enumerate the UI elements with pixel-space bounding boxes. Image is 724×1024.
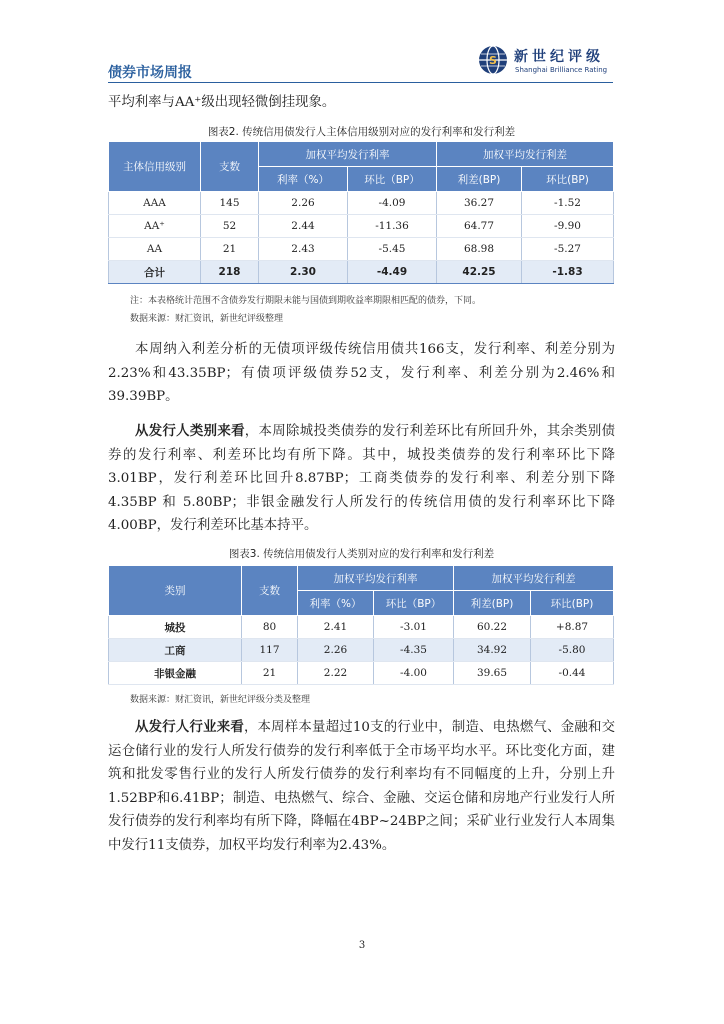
table2-header-rate: 利率（%）: [259, 167, 348, 192]
cell-rate-change: -4.00: [374, 662, 454, 685]
paragraph-body: ，本周样本量超过10支的行业中，制造、电热燃气、金融和交运仓储行业的发行人所发行债券的发行利率低于全市场平均水平。环比变化方面，建筑和批发零售行业的发行人所发行债券的发行利率均有不同幅度的上升，分别上升1.52BP和6.41BP；制造、电热燃气、综合、金融、交运仓储和房地产行业发行人所发行债券的发行利率均有所下降，降幅在4BP~24BP之间；采矿业行业发行人本周集中发行11支债券，加权平均发行利率为2.43%。: [108, 720, 615, 853]
table2-header-count: 支数: [201, 142, 259, 192]
cell-type: 非银金融: [109, 662, 242, 685]
logo-chinese-name: 新世纪评级: [514, 49, 604, 65]
cell-spread: 68.98: [437, 238, 522, 261]
cell-count: 117: [242, 639, 298, 662]
brand-logo: [478, 44, 613, 78]
table2-caption: 图表2. 传统信用债发行人主体信用级别对应的发行利率和发行利差: [207, 126, 516, 138]
cell-spread: 39.65: [454, 662, 531, 685]
table3-header-rate-group: 加权平均发行利率: [298, 566, 454, 591]
table2-rating-spread: [108, 141, 614, 284]
cell-count: 145: [201, 192, 259, 215]
paragraph-body: ，本周除城投类债券的发行利差环比有所回升外，其余类别债券的发行利率、利差环比均有所下降。其中，城投类债券的发行利率环比下降3.01BP，发行利差环比回升8.87BP；工商类债券的发行利率、利差分别下降4.35BP 和 5.80BP；非银金融发行人所发行的传统信用债的发行利率环比下降4.00BP，发行利差环比基本持平。: [108, 424, 616, 533]
cell-rate: 2.30: [259, 261, 348, 284]
paragraph-issuer-category: [108, 420, 615, 538]
cell-rate: 2.43: [259, 238, 348, 261]
table2-header-rate-group: 加权平均发行利率: [259, 142, 437, 167]
cell-rate: 2.22: [298, 662, 374, 685]
table3-category-spread: [108, 565, 614, 685]
cell-spread-change: -9.90: [522, 215, 614, 238]
cell-spread-change: -1.52: [522, 192, 614, 215]
cell-rate-change: -4.35: [374, 639, 454, 662]
table-total-row: [109, 261, 614, 284]
table3-header-type: 类别: [109, 566, 242, 616]
table2-header-spread: 利差(BP): [437, 167, 522, 192]
cell-count: 52: [201, 215, 259, 238]
table2-header-rate-change: 环比（BP）: [348, 167, 437, 192]
cell-rate-change: -11.36: [348, 215, 437, 238]
table-row: [109, 662, 614, 685]
cell-rating: AA: [109, 238, 201, 261]
cell-spread-change: -1.83: [522, 261, 614, 284]
table3-header-spread: 利差(BP): [454, 591, 531, 616]
cell-spread-change: +8.87: [531, 616, 614, 639]
cell-type: 工商: [109, 639, 242, 662]
table3-header-count: 支数: [242, 566, 298, 616]
page-header: [108, 40, 613, 84]
cell-rating: 合计: [109, 261, 201, 284]
paragraph-lead-bold: 从发行人行业来看: [135, 720, 244, 735]
cell-rating: AAA: [109, 192, 201, 215]
table-row: [109, 192, 614, 215]
report-title: 债券市场周报: [108, 65, 192, 81]
table-row: [109, 616, 614, 639]
cell-spread: 60.22: [454, 616, 531, 639]
svg-text:S: S: [489, 54, 497, 67]
paragraph-lead-bold: 从发行人类别来看: [135, 424, 245, 439]
table3-header-rate: 利率（%）: [298, 591, 374, 616]
cell-rate-change: -3.01: [374, 616, 454, 639]
cell-spread: 42.25: [437, 261, 522, 284]
page-number: 3: [358, 940, 366, 951]
cell-spread: 34.92: [454, 639, 531, 662]
cell-rate: 2.44: [259, 215, 348, 238]
cell-spread: 64.77: [437, 215, 522, 238]
cell-type: 城投: [109, 616, 242, 639]
cell-count: 21: [201, 238, 259, 261]
cell-spread-change: -0.44: [531, 662, 614, 685]
globe-logo-icon: [478, 45, 508, 75]
table2-note: 注：本表格统计范围不含债券发行期限未能与国债到期收益率期限相匹配的债券，下同。: [130, 296, 482, 306]
table2-header-spread-change: 环比(BP): [522, 167, 614, 192]
paragraph-issuer-industry: [108, 716, 615, 857]
intro-line: 平均利率与AA⁺级出现轻微倒挂现象。: [108, 95, 336, 110]
cell-rate: 2.41: [298, 616, 374, 639]
cell-rate: 2.26: [259, 192, 348, 215]
cell-rate-change: -5.45: [348, 238, 437, 261]
table-row: [109, 215, 614, 238]
paragraph-untiered-summary: 本周纳入利差分析的无债项评级传统信用债共166支，发行利率、利差分别为2.23%和43.35BP；有债项评级债券52支，发行利率、利差分别为2.46%和39.39BP。: [108, 342, 615, 404]
cell-rate-change: -4.49: [348, 261, 437, 284]
table2-header-rating: 主体信用级别: [109, 142, 201, 192]
table3-source: 数据来源：财汇资讯，新世纪评级分类及整理: [130, 695, 311, 705]
cell-rate: 2.26: [298, 639, 374, 662]
cell-count: 21: [242, 662, 298, 685]
logo-english-name: Shanghai Brilliance Rating: [515, 66, 608, 74]
table3-header-rate-change: 环比（BP）: [374, 591, 454, 616]
table2-header-spread-group: 加权平均发行利差: [437, 142, 614, 167]
cell-spread-change: -5.27: [522, 238, 614, 261]
cell-spread: 36.27: [437, 192, 522, 215]
table-row: [109, 639, 614, 662]
table3-caption: 图表3. 传统信用债发行人类别对应的发行利率和发行利差: [228, 548, 495, 560]
table3-header-spread-group: 加权平均发行利差: [454, 566, 614, 591]
table3-header-spread-change: 环比(BP): [531, 591, 614, 616]
cell-spread-change: -5.80: [531, 639, 614, 662]
cell-rate-change: -4.09: [348, 192, 437, 215]
cell-count: 218: [201, 261, 259, 284]
header-divider: [108, 82, 613, 83]
table-row: [109, 238, 614, 261]
cell-count: 80: [242, 616, 298, 639]
cell-rating: AA⁺: [109, 215, 201, 238]
table2-source: 数据来源：财汇资讯，新世纪评级整理: [130, 314, 284, 324]
